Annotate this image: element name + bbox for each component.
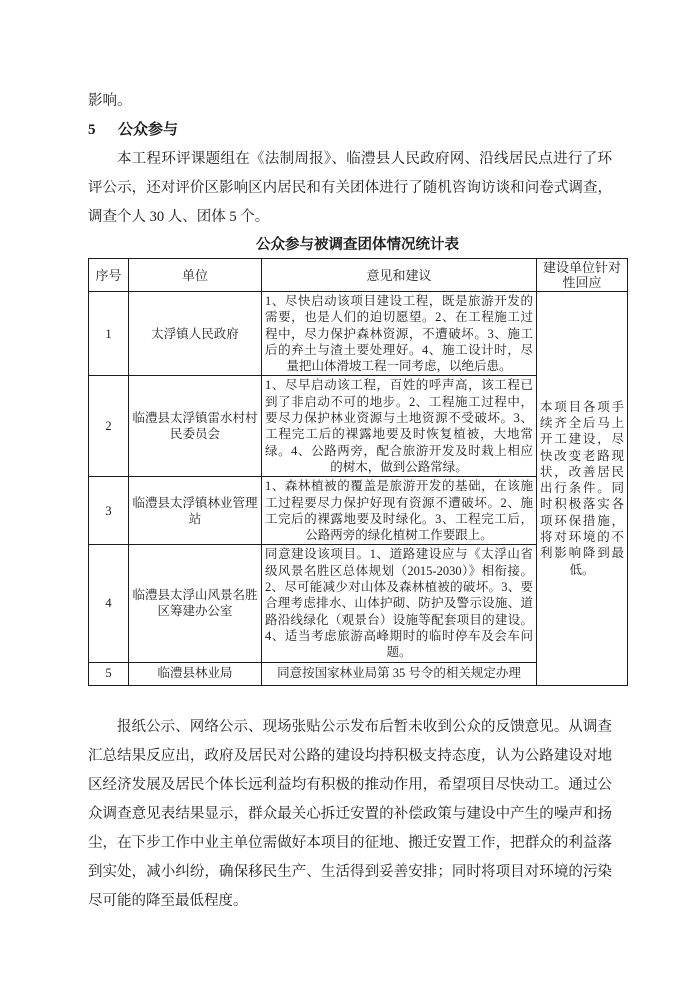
page-content bbox=[88, 87, 627, 916]
row-2-unit: 临澧县太浮镇雷水村村民委员会 bbox=[129, 376, 262, 477]
row-5-opinion: 同意按国家林业局第 35 号令的相关规定办理 bbox=[262, 662, 537, 685]
section-heading bbox=[88, 116, 627, 145]
row-4-number: 4 bbox=[89, 545, 129, 662]
header-unit: 单位 bbox=[129, 259, 262, 292]
table-row-1 bbox=[89, 292, 628, 376]
row-3-unit: 临澧县太浮镇林业管理站 bbox=[129, 477, 262, 545]
survey-table bbox=[88, 258, 628, 686]
row-4-unit: 临澧县太浮山风景名胜区筹建办公室 bbox=[129, 545, 262, 662]
leading-paragraph: 影响。 bbox=[88, 93, 132, 109]
row-1-number: 1 bbox=[89, 292, 129, 376]
row-1-unit: 太浮镇人民政府 bbox=[129, 292, 262, 376]
row-2-number: 2 bbox=[89, 376, 129, 477]
row-1-opinion: 1、尽快启动该项目建设工程，既是旅游开发的需要，也是人们的迫切愿望。2、在工程施工过程中，尽力保护森林资源，不遭破坏。3、施工后的弃土与渣土要处理好。4、施工设计时，尽量把山体滑坡工程一同考虑，以绝后患。 bbox=[262, 292, 537, 376]
table-header-row bbox=[89, 259, 628, 292]
section-number: 5 bbox=[88, 122, 96, 138]
intro-paragraph: 本工程环评课题组在《法制周报》、临澧县人民政府网、沿线居民点进行了环评公示，还对评价区影响区内居民和有关团体进行了随机咨询访谈和问卷式调查，调查个人 30 人、团体 5 个。 bbox=[88, 151, 612, 225]
header-response: 建设单位针对性回应 bbox=[537, 259, 628, 292]
section-title: 公众参与 bbox=[118, 122, 179, 138]
row-3-opinion: 1、森林植被的覆盖是旅游开发的基础，在该施工过程要尽力保护好现有资源不遭破坏。2、施工完后的裸露地要及时绿化。3、工程完工后，公路两旁的绿化植树工作要跟上。 bbox=[262, 477, 537, 545]
row-5-number: 5 bbox=[89, 662, 129, 685]
header-opinion: 意见和建议 bbox=[262, 259, 537, 292]
row-3-number: 3 bbox=[89, 477, 129, 545]
row-4-opinion: 同意建设该项目。1、道路建设应与《太浮山省级风景名胜区总体规划（2015-2030）》相衔接。2、尽可能减少对山体及森林植被的破坏。3、要合理考虑排水、山体护砌、防护及警示设施、道路沿线绿化（观景台）设施等配套项目的建设。4、适当考虑旅游高峰期时的临时停车及会车问题。 bbox=[262, 545, 537, 662]
response-cell: 本项目各项手续齐全后马上开工建设，尽快改变老路现状，改善居民出行条件。同时积极落实各项环保措施，将对环境的不利影响降到最低。 bbox=[537, 292, 628, 686]
table-title: 公众参与被调查团体情况统计表 bbox=[256, 237, 459, 253]
header-serial-number: 序号 bbox=[89, 259, 129, 292]
row-5-unit: 临澧县林业局 bbox=[129, 662, 262, 685]
closing-paragraph: 报纸公示、网络公示、现场张贴公示发布后暂未收到公众的反馈意见。从调查汇总结果反应出，政府及居民对公路的建设均持积极支持态度，认为公路建设对地区经济发展及居民个体长远利益均有积极的推动作用，希望项目尽快动工。通过公众调查意见表结果显示，群众最关心拆迁安置的补偿政策与建设中产生的噪声和扬尘，在下步工作中业主单位需做好本项目的征地、搬迁安置工作，把群众的利益落到实处，减小纠纷，确保移民生产、生活得到妥善安排；同时将项目对环境的污染尽可能的降至最低程度。 bbox=[88, 718, 612, 909]
row-2-opinion: 1、尽早启动该工程，百姓的呼声高，该工程已到了非启动不可的地步。2、工程施工过程中，要尽力保护林业资源与土地资源不受破坏。3、工程完工后的裸露地要及时恢复植被，大地常绿。4、公路两旁，配合旅游开发及时栽上相应的树木，做到公路常绿。 bbox=[262, 376, 537, 477]
